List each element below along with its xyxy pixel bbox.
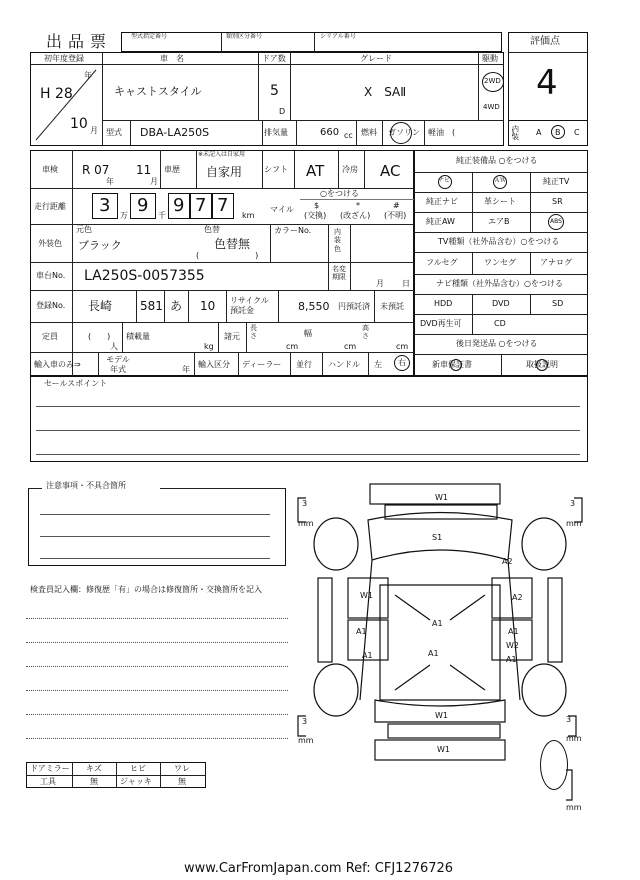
interior-c: C xyxy=(574,128,580,137)
import-dealer: ディーラー xyxy=(242,360,282,369)
mileage-sen: 千 xyxy=(158,211,166,220)
damage-a2-right-door: A2 xyxy=(512,593,523,602)
interior-b: B xyxy=(555,128,561,137)
notes-label: 注意事項・不具合箇所 xyxy=(46,481,126,490)
height-label: 高さ xyxy=(362,324,369,340)
mileage-mile: マイル xyxy=(270,205,294,214)
drive-label: 駆動 xyxy=(482,54,498,63)
equip-genuine-navi: 純正ナビ xyxy=(426,197,458,206)
damage-a1-3: A1 xyxy=(508,627,519,636)
navi-sd: SD xyxy=(552,299,564,308)
recycle-value: 8,550 xyxy=(298,300,330,313)
legend-ware: ワレ xyxy=(174,764,190,773)
mileage-digit-5: 7 xyxy=(217,195,229,216)
model-label: 型式 xyxy=(106,128,122,137)
navi-dvd-play: DVD再生可 xyxy=(420,319,462,328)
tire-rr-mm: mm xyxy=(566,734,582,743)
spare-tire xyxy=(540,740,568,790)
damage-w2: W2 xyxy=(506,641,519,650)
dims-label: 諸元 xyxy=(224,332,240,341)
history-note: ※未記入は自家用 xyxy=(198,151,246,158)
color-paren: ( ) xyxy=(196,251,259,260)
load-label: 積載量 xyxy=(126,332,150,341)
model-value: DBA-LA250S xyxy=(140,126,210,139)
legend-jack: ジャッキ xyxy=(120,777,152,786)
navi-cd: CD xyxy=(494,319,506,328)
mileage-circle-note: ○をつける xyxy=(320,189,359,198)
length-cm: cm xyxy=(286,342,299,351)
disp-label: 排気量 xyxy=(264,128,288,137)
width-label: 幅 xyxy=(304,329,312,338)
damage-w1-left-door: W1 xyxy=(360,591,373,600)
mileage-label: 走行距離 xyxy=(34,202,66,211)
fuel-value: ガソリン xyxy=(388,128,420,137)
tv-analog: アナログ xyxy=(540,258,572,267)
orig-color-label: 元色 xyxy=(76,225,92,234)
damage-a1-1: A1 xyxy=(356,627,367,636)
shift-label: シフト xyxy=(264,165,288,174)
interior-a: A xyxy=(536,128,542,137)
history-label: 車歴 xyxy=(164,165,180,174)
car-name-label: 車 名 xyxy=(160,54,184,63)
shift-value: AT xyxy=(306,162,325,180)
legend-jack-none: 無 xyxy=(178,777,186,786)
damage-w1-back: W1 xyxy=(437,745,450,754)
tire-fr-mm: mm xyxy=(566,519,582,528)
recycle-unit: 円預託済 xyxy=(338,302,370,311)
import-label: 輸入車のみ⇒ xyxy=(34,360,81,369)
fuel-paren: ( ) xyxy=(452,128,515,137)
interior-label: 内装 xyxy=(512,125,519,141)
registration-label: 登録No. xyxy=(36,301,66,310)
orig-color-value: ブラック xyxy=(78,239,122,252)
tire-fr: 3 xyxy=(570,499,576,508)
int-color-label: 内装色 xyxy=(334,228,341,253)
legend-hibi: ヒビ xyxy=(130,764,146,773)
mileage-km: km xyxy=(242,211,255,220)
cc-label: cc xyxy=(344,131,353,140)
serial-no-label: シリアル番号 xyxy=(320,33,356,40)
door-label: ドア数 xyxy=(262,54,286,63)
registration-place: 長崎 xyxy=(88,299,113,313)
navi-hdd: HDD xyxy=(434,299,453,308)
score-label: 評価点 xyxy=(530,36,560,47)
mileage-digit-3: 9 xyxy=(173,195,185,216)
model-year-label: モデル年式 xyxy=(106,355,130,374)
first-reg-month: 10 xyxy=(70,116,88,132)
first-reg-label: 初年度登録 xyxy=(44,54,84,63)
door-d: D xyxy=(279,107,286,116)
equip-airbag: エアB xyxy=(488,217,510,226)
navi-title: ナビ種類（社外品含む）○をつける xyxy=(436,279,563,288)
mileage-tampered: (改ざん) xyxy=(340,211,371,220)
spare-tire-mm: mm xyxy=(566,803,582,812)
color-change-value: 色替無 xyxy=(214,237,251,251)
mileage-digit-4: 7 xyxy=(195,195,207,216)
mileage-unk-sym: # xyxy=(393,201,400,210)
later-warranty: 新車保証書 xyxy=(432,360,472,369)
name-change-label: 名変期限 xyxy=(332,265,346,282)
load-kg: kg xyxy=(204,342,214,351)
damage-w1-rear: W1 xyxy=(435,711,448,720)
capacity-person: 人 xyxy=(110,342,118,351)
doc-title: 出品票 xyxy=(46,32,113,51)
color-change-label: 色替 xyxy=(204,225,220,234)
tire-rl-mm: mm xyxy=(298,736,314,745)
drive-2wd: 2WD xyxy=(484,77,501,85)
recycle-label: リサイクル預託金 xyxy=(230,296,269,315)
registration-number: 10 xyxy=(200,299,216,313)
mileage-tamp-sym: * xyxy=(356,201,360,210)
mileage-unknown: (不明) xyxy=(384,211,407,220)
equip-genuine-aw: 純正AW xyxy=(426,217,455,226)
inspection-month-mark: 月 xyxy=(150,177,158,186)
chassis-label: 車台No. xyxy=(36,271,66,280)
color-label: 外装色 xyxy=(38,239,62,248)
grade-label: グレード xyxy=(360,54,392,63)
damage-s1: S1 xyxy=(432,533,443,542)
length-label: 長さ xyxy=(250,324,257,340)
import-parallel: 並行 xyxy=(296,360,312,369)
damage-a1-4: A1 xyxy=(362,651,373,660)
class-no-label: 類別区分番号 xyxy=(226,33,263,40)
capacity-label: 定員 xyxy=(42,332,58,341)
history-value: 自家用 xyxy=(206,165,243,179)
year-mark: 年 xyxy=(84,71,92,80)
disp-value: 660 xyxy=(320,127,340,138)
tire-rl: 3 xyxy=(302,717,308,726)
ac-value: AC xyxy=(380,162,401,180)
equip-title: 純正装備品 ○をつける xyxy=(456,156,538,165)
equip-aw: ＡＷ xyxy=(494,177,507,184)
tire-rr: 3 xyxy=(566,715,572,724)
grade-value: X SAⅡ xyxy=(364,85,407,99)
mileage-man: 万 xyxy=(120,211,128,220)
handle-left: 左 xyxy=(374,360,382,369)
registration-kana: あ xyxy=(170,299,183,313)
mileage-exchange: (交換) xyxy=(304,211,327,220)
equip-leather: 革シート xyxy=(484,197,516,206)
tv-title: TV種類（社外品含む）○をつける xyxy=(438,237,560,246)
capacity-paren: ( ) xyxy=(88,332,111,341)
sales-point-label: セールスポイント xyxy=(44,379,108,388)
damage-a1-2: A1 xyxy=(432,619,443,628)
ac-label: 冷房 xyxy=(342,165,358,174)
legend-kizu: キズ xyxy=(86,764,102,773)
name-change-day: 日 xyxy=(402,279,410,288)
footer-ref: www.CarFromJapan.com Ref: CFJ1276726 xyxy=(184,861,454,876)
name-change-month: 月 xyxy=(376,279,384,288)
damage-a2-right: A2 xyxy=(502,557,513,566)
legend-tools-none: 無 xyxy=(90,777,98,786)
chassis-value: LA250S-0057355 xyxy=(84,268,205,284)
damage-w1-front: W1 xyxy=(435,493,448,502)
registration-class: 581 xyxy=(140,299,163,313)
color-no-label: カラーNo. xyxy=(274,226,312,235)
height-cm: cm xyxy=(396,342,409,351)
inspector-note: 検査員記入欄：修復歴「有」の場合は修復箇所・交換箇所を記入 xyxy=(30,585,262,594)
equip-navi: ナビ xyxy=(438,177,451,184)
legend-tools: 工具 xyxy=(40,777,56,786)
tire-fl: 3 xyxy=(302,499,308,508)
equip-sr: SR xyxy=(552,197,563,206)
drive-4wd: 4WD xyxy=(483,103,500,111)
first-reg-era: H 28 xyxy=(40,86,73,102)
tv-oneseg: ワンセグ xyxy=(484,258,516,267)
type-no-label: 型式指定番号 xyxy=(131,33,168,40)
equip-tv: 純正TV xyxy=(543,177,570,186)
damage-a1-6: A1 xyxy=(506,655,517,664)
mileage-digit-2: 9 xyxy=(137,195,149,216)
legend-mirror: ドアミラー xyxy=(30,764,70,773)
handle-right: 右 xyxy=(398,358,406,367)
mileage-exch-sym: $ xyxy=(314,201,320,210)
inspection-era: R 07 xyxy=(82,163,110,177)
recycle-none: 未預託 xyxy=(380,302,404,311)
later-manual: 取扱説明 xyxy=(526,360,558,369)
month-mark: 月 xyxy=(90,126,98,135)
door-value: 5 xyxy=(270,83,279,99)
equip-abs: ABS xyxy=(550,218,562,225)
later-title: 後日発送品 ○をつける xyxy=(456,339,538,348)
navi-dvd: DVD xyxy=(492,299,510,308)
width-cm: cm xyxy=(344,342,357,351)
inspection-year: 年 xyxy=(106,177,114,186)
model-year-mark: 年 xyxy=(182,365,190,374)
inspection-month: 11 xyxy=(136,163,152,177)
inspection-label: 車検 xyxy=(42,165,58,174)
mileage-digit-1: 3 xyxy=(99,195,111,216)
score-value: 4 xyxy=(536,63,558,103)
handle-label: ハンドル xyxy=(328,360,360,369)
tv-fullseg: フルセグ xyxy=(426,258,458,267)
tire-fl-mm: mm xyxy=(298,519,314,528)
damage-a1-5: A1 xyxy=(428,649,439,658)
diesel-label: 軽油 xyxy=(428,128,444,137)
import-kubun: 輸入区分 xyxy=(198,360,230,369)
car-name-value: キャストスタイル xyxy=(114,85,202,98)
fuel-label: 燃料 xyxy=(361,128,377,137)
